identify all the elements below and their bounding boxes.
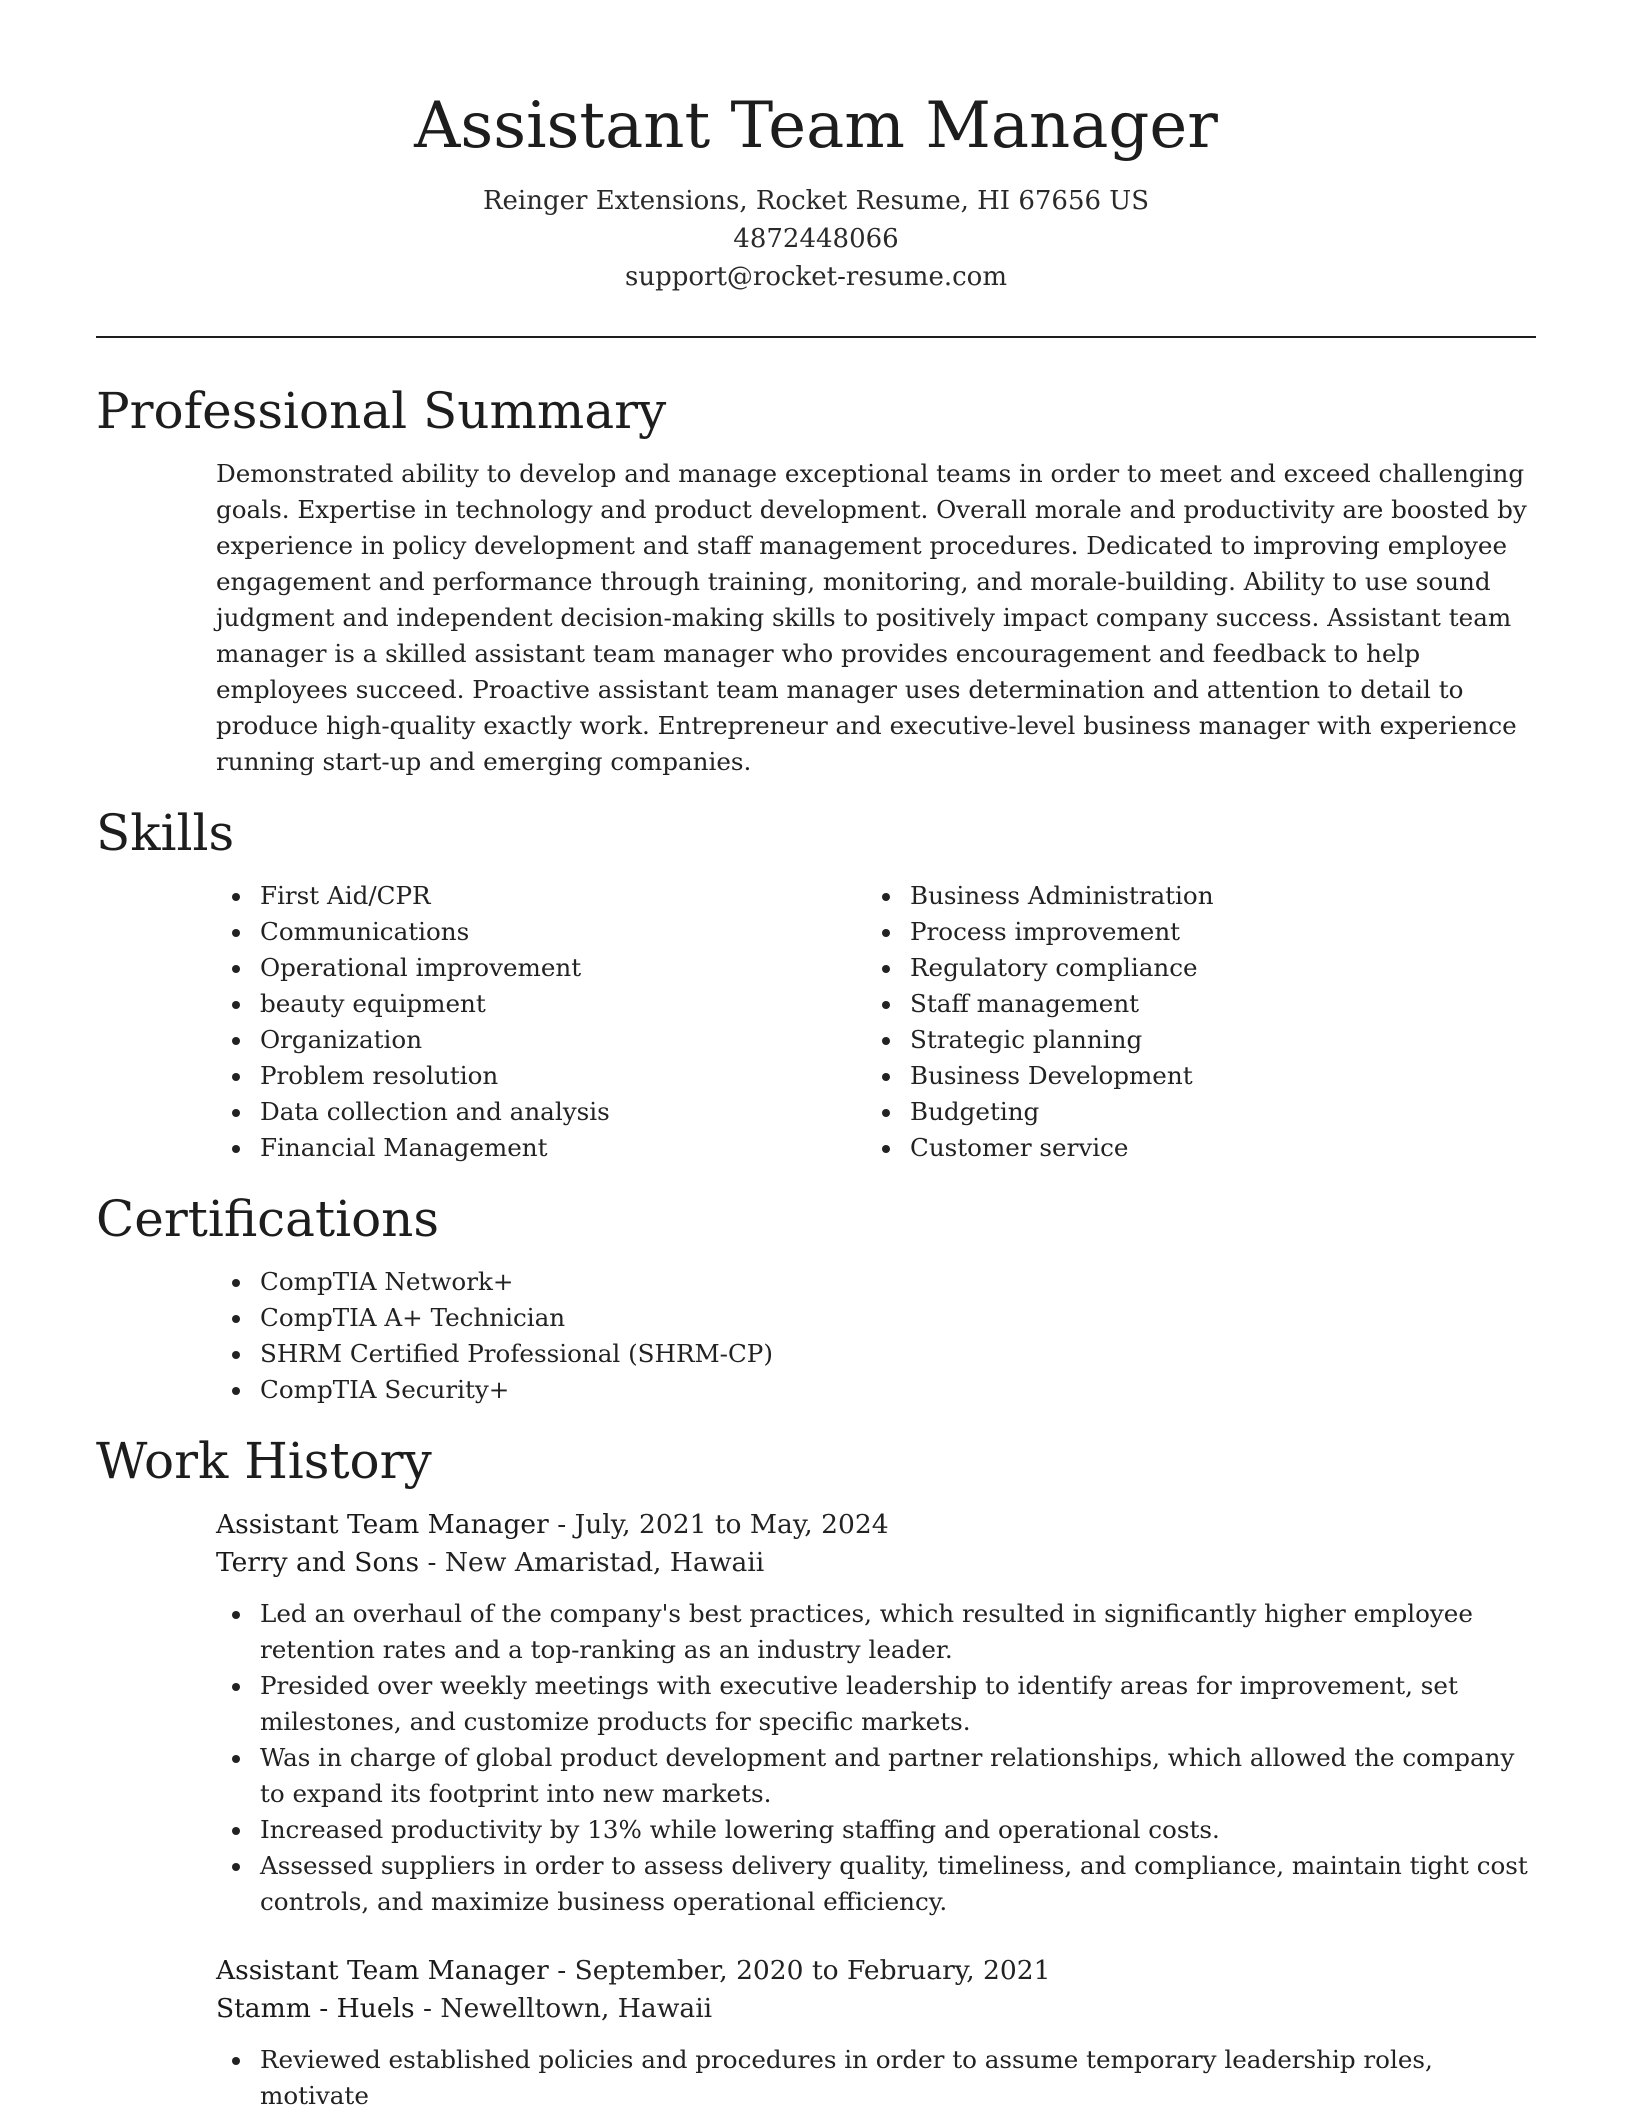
skill-item: beauty equipment [216,986,866,1022]
skill-item: Business Development [866,1058,1516,1094]
section-title-work-history: Work History [96,1432,432,1490]
skill-item: Organization [216,1022,866,1058]
resume-page [96,0,1536,2114]
job-location: - Newelltown, Hawaii [414,1993,713,2024]
skill-item: Financial Management [216,1130,866,1166]
summary-text: Demonstrated ability to develop and manage exceptional teams in order to meet and exceed challenging goals. Expertise in technology and product development. Overall morale and productivity are boosted by experience in policy development and staff management procedures. Dedicated to improving employee engagement and performance through training, monitoring, and morale-building. Ability to use sound judgment and independent decision-making skills to positively impact company success. Assistant team manager is a skilled assistant team manager who provides encouragement and feedback to help employees succeed. Proactive assistant team manager uses determination and attention to detail to produce high-quality exactly work. Entrepreneur and executive-level business manager with experience running start-up and emerging companies. [216,459,1527,776]
job-location: - New Amaristad, Hawaii [419,1547,765,1578]
skill-item: Strategic planning [866,1022,1516,1058]
job-company: Stamm - Huels [216,1993,415,2024]
skill-item: Staff management [866,986,1516,1022]
certification-item: CompTIA A+ Technician [216,1300,1536,1336]
header-divider [96,336,1536,338]
skill-item: Regulatory compliance [866,950,1516,986]
job-bullets [216,2042,1536,2114]
job-company: Terry and Sons [216,1547,420,1578]
email: support@rocket-resume.com [624,262,1007,292]
job-company-line [216,1544,1536,1582]
certification-item: CompTIA Security+ [216,1372,1536,1408]
skill-item: Business Administration [866,878,1516,914]
phone: 4872448066 [733,224,899,254]
skill-item: Customer service [866,1130,1516,1166]
resume-header [96,0,1536,296]
skill-item: Budgeting [866,1094,1516,1130]
job-dates: - July, 2021 to May, 2024 [548,1509,889,1540]
job-bullet: Presided over weekly meetings with executive leadership to identify areas for improvement, set milestones, and customize products for specific markets. [216,1668,1536,1740]
skill-item: First Aid/CPR [216,878,866,914]
certifications-section [96,1188,1536,1408]
skill-item: Data collection and analysis [216,1094,866,1130]
job-bullet: Reviewed established policies and procedures in order to assume temporary leadership roles, motivate [216,2042,1536,2114]
skill-item: Operational improvement [216,950,866,986]
job-dates: - September, 2020 to February, 2021 [548,1955,1051,1986]
job-company-line [216,1990,1536,2028]
skill-item: Process improvement [866,914,1516,950]
summary-section [96,380,1536,780]
section-title-skills: Skills [96,804,235,862]
job-entry [216,1506,1536,1920]
skill-item: Problem resolution [216,1058,866,1094]
job-bullet: Increased productivity by 13% while lowering staffing and operational costs. [216,1812,1536,1848]
job-bullets [216,1596,1536,1920]
candidate-name: Assistant Team Manager [414,89,1218,163]
job-title-line [216,1506,1536,1544]
work-history-section [96,1430,1536,2114]
skills-grid [216,878,1536,1166]
job-entry [216,1952,1536,2114]
section-title-certifications: Certifications [96,1190,440,1248]
job-title-line [216,1952,1536,1990]
job-title: Assistant Team Manager [216,1955,549,1986]
certification-item: SHRM Certified Professional (SHRM-CP) [216,1336,1536,1372]
certifications-list [216,1264,1536,1408]
certification-item: CompTIA Network+ [216,1264,1536,1300]
skill-item: Communications [216,914,866,950]
section-title-summary: Professional Summary [96,382,667,440]
job-bullet: Led an overhaul of the company's best practices, which resulted in significantly higher employee retention rates and a top-ranking as an industry leader. [216,1596,1536,1668]
skills-column-right [866,878,1516,1166]
address: Reinger Extensions, Rocket Resume, HI 67656 US [482,186,1150,216]
job-title: Assistant Team Manager [216,1509,549,1540]
skills-column-left [216,878,866,1166]
job-bullet: Assessed suppliers in order to assess delivery quality, timeliness, and compliance, maintain tight cost controls, and maximize business operational efficiency. [216,1848,1536,1920]
skills-section [96,802,1536,1166]
job-bullet: Was in charge of global product development and partner relationships, which allowed the company to expand its footprint into new markets. [216,1740,1536,1812]
